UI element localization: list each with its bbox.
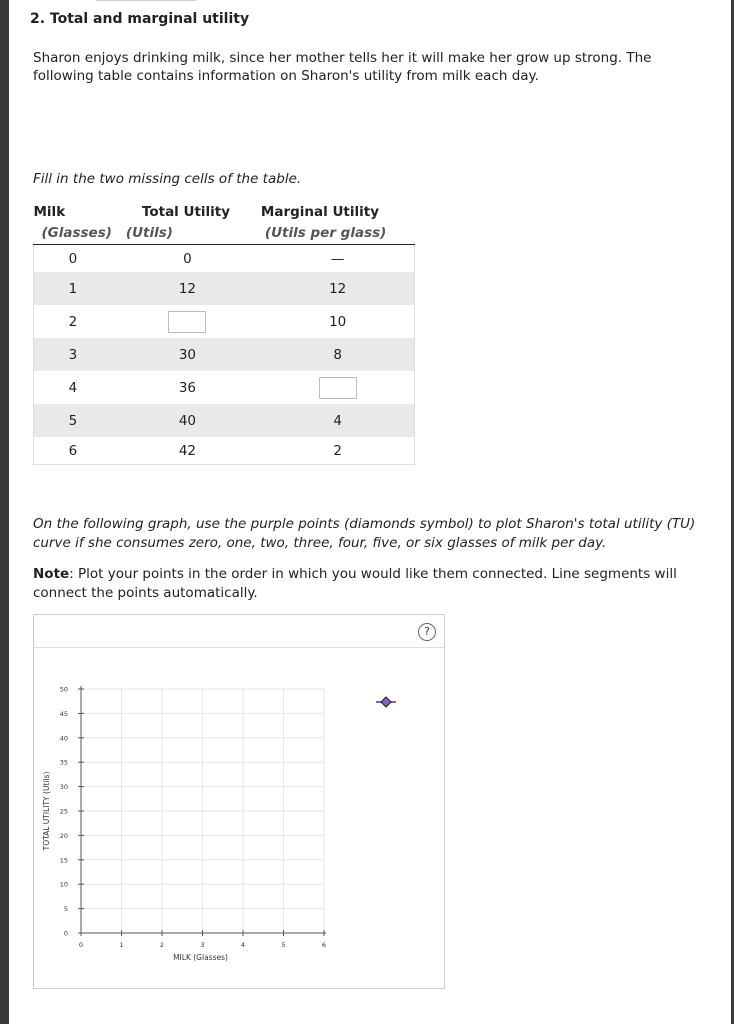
header-marginal-utility: Marginal Utility	[260, 204, 380, 220]
x-tick-label: 2	[159, 941, 165, 949]
y-tick-label: 50	[59, 685, 68, 694]
subheader-utils: (Utils)	[112, 222, 257, 245]
subheader-glasses: (Glasses)	[34, 222, 112, 245]
question-title: 2. Total and marginal utility	[30, 11, 250, 27]
x-tick-label: 1	[119, 941, 124, 949]
marginal-utility-input-4-glasses[interactable]	[319, 377, 357, 399]
graph-instruction: On the following graph, use the purple points (diamonds symbol) to plot Sharon's total utility (TU) curve if she consumes zero, one, two, three, four, five, or six glasses of milk per day.	[33, 516, 696, 551]
table-row: 4 36	[34, 371, 415, 404]
tu-graph[interactable]	[34, 615, 444, 988]
left-edge-bar	[0, 0, 9, 1024]
table-row: 6 42 2	[34, 437, 415, 465]
table-row: 2 10	[34, 305, 415, 338]
purple-diamond-tool-icon[interactable]	[376, 697, 396, 707]
intro-paragraph: Sharon enjoys drinking milk, since her mother tells her it will make her grow up strong. The following table contains information on Sharon's utility from milk each day.	[33, 50, 652, 84]
y-tick-label: 40	[59, 734, 68, 743]
note-label: Note	[33, 566, 70, 582]
y-tick-label: 10	[59, 880, 68, 889]
x-tick-label: 6	[321, 941, 327, 949]
x-tick-label: 3	[200, 941, 205, 949]
table-instruction: Fill in the two missing cells of the table.	[33, 171, 302, 187]
y-tick-label: 25	[59, 807, 68, 816]
table-row: 0 0 —	[34, 245, 415, 273]
note	[33, 565, 713, 603]
y-tick-label: 0	[63, 929, 68, 938]
y-axis-label: TOTAL UTILITY (Utils)	[42, 771, 51, 851]
subheader-utils-per-glass: (Utils per glass)	[257, 222, 415, 245]
utility-table	[33, 202, 415, 465]
y-tick-label: 5	[63, 905, 68, 914]
table-row: 1 12 12	[34, 272, 415, 305]
y-tick-label: 20	[59, 831, 68, 840]
top-divider	[96, 0, 196, 1]
total-utility-input-2-glasses[interactable]	[168, 311, 206, 333]
y-tick-label: 35	[59, 758, 68, 767]
graph-panel	[33, 614, 445, 989]
table-row: 3 30 8	[34, 338, 415, 371]
y-tick-label: 30	[59, 783, 68, 792]
x-tick-label: 5	[281, 941, 286, 949]
y-tick-label: 45	[59, 709, 68, 718]
x-axis-label: MILK (Glasses)	[173, 953, 228, 962]
header-milk: Milk	[33, 204, 66, 220]
note-text: : Plot your points in the order in which you would like them connected. Line segments will connect the points automatically.	[33, 566, 677, 601]
table-row: 5 40 4	[34, 404, 415, 437]
help-icon[interactable]: ?	[418, 623, 436, 641]
header-total-utility: Total Utility	[141, 204, 231, 220]
x-tick-label: 0	[78, 941, 84, 949]
x-tick-label: 4	[240, 941, 246, 949]
y-tick-label: 15	[59, 856, 68, 865]
